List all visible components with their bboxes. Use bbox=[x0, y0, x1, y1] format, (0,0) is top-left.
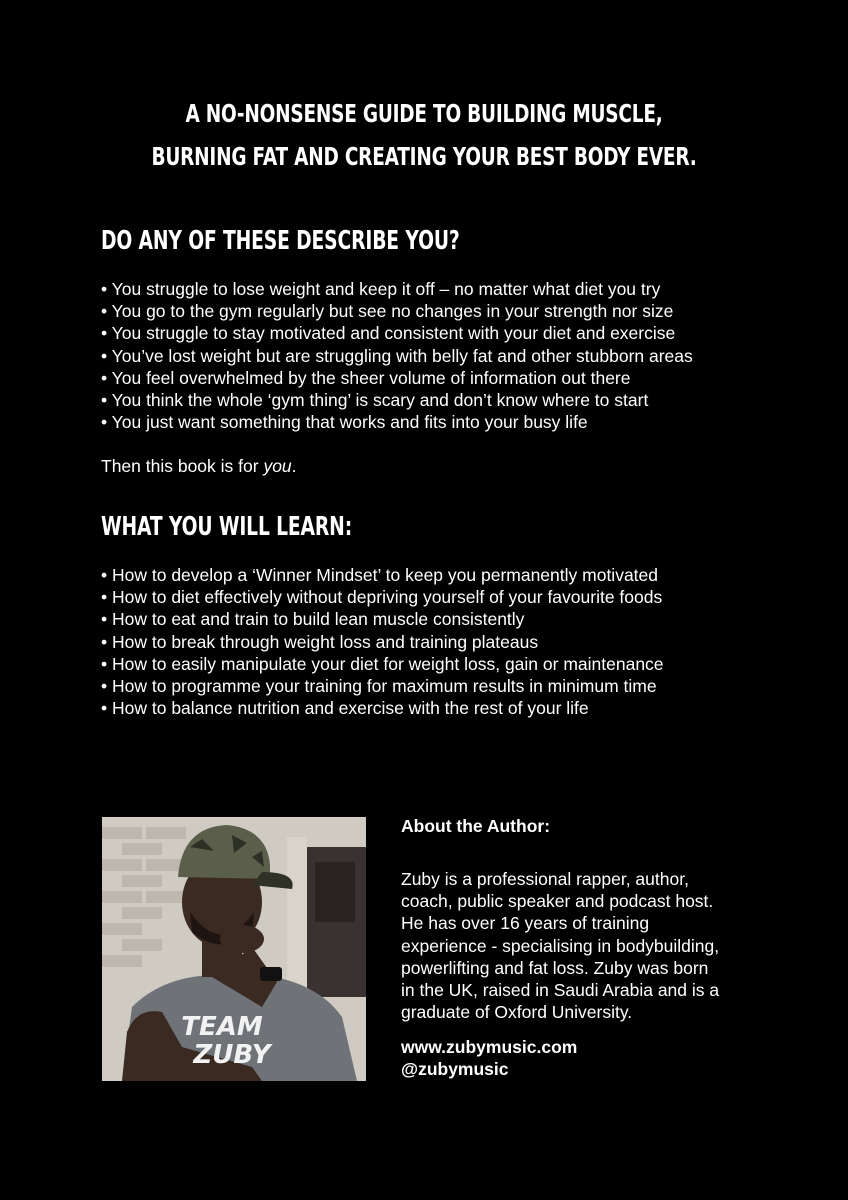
learn-title: WHAT YOU WILL LEARN: bbox=[101, 512, 353, 542]
list-item: • You struggle to stay motivated and consistent with your diet and exercise bbox=[101, 323, 676, 344]
describe-list bbox=[101, 278, 693, 433]
bio-line: He has over 16 years of training bbox=[401, 913, 650, 934]
list-item: • How to eat and train to build lean muscle consistently bbox=[101, 609, 525, 630]
describe-title: DO ANY OF THESE DESCRIBE YOU? bbox=[101, 226, 460, 256]
tagline bbox=[101, 456, 297, 477]
list-item: • You go to the gym regularly but see no changes in your strength nor size bbox=[101, 301, 674, 322]
bio-line: coach, public speaker and podcast host. bbox=[401, 891, 714, 912]
list-item: • How to break through weight loss and training plateaus bbox=[101, 631, 539, 652]
author-heading: About the Author: bbox=[401, 816, 551, 836]
author-links bbox=[401, 1036, 577, 1080]
list-item: • How to easily manipulate your diet for weight loss, gain or maintenance bbox=[101, 653, 664, 674]
headline-line-1: A NO-NONSENSE GUIDE TO BUILDING MUSCLE, bbox=[185, 99, 663, 128]
bio-line: in the UK, raised in Saudi Arabia and is a bbox=[401, 980, 720, 1001]
author-bio bbox=[401, 868, 719, 1023]
bio-line: experience - specialising in bodybuilding, bbox=[401, 935, 720, 956]
headline-line-2: BURNING FAT AND CREATING YOUR BEST BODY EVER. bbox=[151, 142, 697, 171]
headline bbox=[110, 92, 738, 178]
tagline-emphasis: you bbox=[263, 456, 292, 476]
shirt-text-zuby: ZUBY bbox=[193, 1040, 271, 1070]
list-item: • How to balance nutrition and exercise with the rest of your life bbox=[101, 698, 589, 719]
author-photo bbox=[102, 817, 366, 1081]
website-link[interactable]: www.zubymusic.com bbox=[401, 1037, 578, 1057]
social-handle[interactable]: @zubymusic bbox=[401, 1059, 509, 1080]
bio-line: powerlifting and fat loss. Zuby was born bbox=[401, 957, 709, 978]
bio-line: graduate of Oxford University. bbox=[401, 1002, 633, 1023]
list-item: • You think the whole ‘gym thing’ is scary and don’t know where to start bbox=[101, 390, 649, 411]
list-item: • How to develop a ‘Winner Mindset’ to keep you permanently motivated bbox=[101, 565, 659, 585]
bio-line: Zuby is a professional rapper, author, bbox=[401, 869, 689, 889]
list-item: • You struggle to lose weight and keep it off – no matter what diet you try bbox=[101, 279, 661, 299]
shirt-text-team: TEAM bbox=[181, 1012, 263, 1042]
list-item: • You feel overwhelmed by the sheer volume of information out there bbox=[101, 367, 631, 388]
list-item: • How to diet effectively without depriving yourself of your favourite foods bbox=[101, 587, 663, 608]
list-item: • You’ve lost weight but are struggling with belly fat and other stubborn areas bbox=[101, 345, 693, 366]
list-item: • How to programme your training for maximum results in minimum time bbox=[101, 676, 657, 697]
tagline-prefix: Then this book is for bbox=[101, 456, 264, 476]
learn-list bbox=[101, 564, 664, 719]
tagline-suffix: . bbox=[291, 456, 297, 476]
list-item: • You just want something that works and fits into your busy life bbox=[101, 412, 588, 433]
